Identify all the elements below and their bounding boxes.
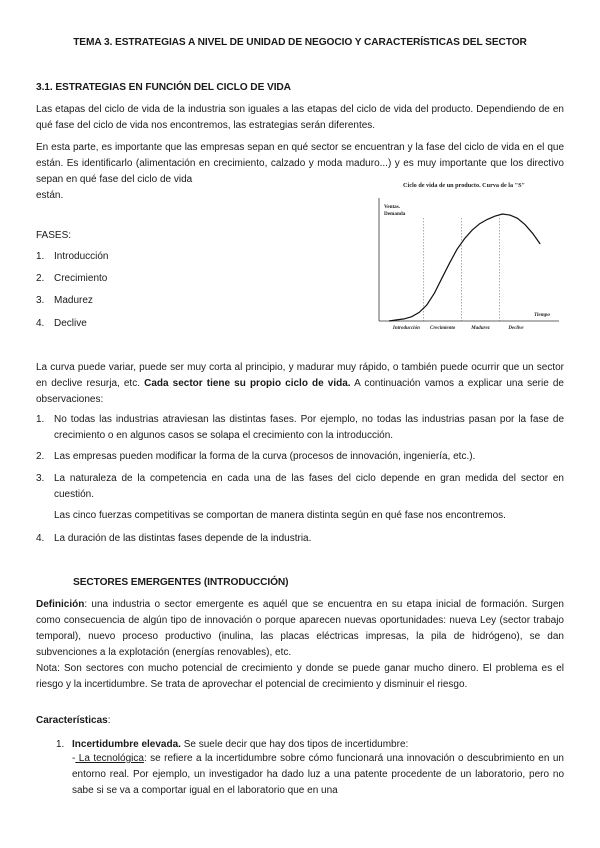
observation-note: Las cinco fuerzas competitivas se comportan de manera distinta según en qué fase nos encontremos.: [54, 510, 506, 521]
paragraph-definicion: [36, 597, 564, 661]
fase-item: [36, 316, 236, 332]
chart-ylabel-demanda: Demanda: [384, 211, 406, 217]
observation-text: La naturaleza de la competencia en cada una de las fases del ciclo depende en gran medida del sector en cuestión.: [54, 473, 564, 500]
curve-text-end: A continuación vamos a explicar una serie de observaciones:: [36, 378, 564, 405]
chart-phase-labels: [392, 326, 525, 331]
chart-phase-dividers: [424, 218, 500, 321]
observation-number: 1.: [36, 414, 45, 425]
paragraph-importance-end: están.: [36, 190, 64, 201]
caracteristicas-heading: [36, 713, 111, 729]
paragraph-intro: Las etapas del ciclo de vida de la industria son iguales a las etapas del ciclo de vida del producto. Dependiendo de en qué fase del ciclo de vida nos encontremos, las estrategias serán diferentes.: [36, 104, 564, 131]
section-heading-ciclo-vida: 3.1. ESTRATEGIAS EN FUNCIÓN DEL CICLO DE VIDA: [36, 82, 291, 93]
chart-series-ventas: [389, 214, 540, 321]
observation-number: 2.: [36, 451, 45, 462]
paragraph-tecnologica: [72, 751, 564, 799]
fase-label: Madurez: [54, 295, 93, 306]
caracteristica-desc: Se suele decir que hay dos tipos de incertidumbre:: [180, 739, 409, 750]
chart-title: Ciclo de vida de un producto. Curva de la "S": [403, 182, 525, 189]
fase-number: 2.: [36, 273, 45, 284]
caracteristica-bold: Incertidumbre elevada.: [72, 739, 181, 750]
fase-label: Declive: [54, 318, 87, 329]
caracteristicas-label: Características: [36, 715, 108, 726]
section-heading-text: SECTORES EMERGENTES (INTRODUCCIÓN): [73, 577, 289, 588]
fase-label: Crecimiento: [54, 273, 108, 284]
paragraph-nota: Nota: Son sectores con mucho potencial de crecimiento y donde se puede ganar mucho dinero. El problema es el riesgo y la incertidumbre. Se trata de aprovechar el potencial de crecimiento y disminuir el riesgo.: [36, 663, 564, 690]
fase-item: [36, 293, 236, 309]
observation-text: La duración de las distintas fases depende de la industria.: [54, 533, 312, 544]
paragraph-importance: En esta parte, es importante que las empresas sepan en qué sector se encuentran y la fase del ciclo de vida en el que están. Es identificarlo (alimentación en crecimiento, calzado y moda maduro...) y es muy importante que los directivo sepan en qué fase del ciclo de vida: [36, 142, 564, 185]
observation-item: [36, 412, 564, 444]
fase-number: 1.: [36, 251, 45, 262]
fases-label: FASES:: [36, 230, 72, 241]
life-cycle-chart: [364, 178, 564, 336]
chart-phase-label: Introducción: [392, 326, 420, 331]
observation-item: [36, 531, 564, 547]
fase-item: [36, 249, 236, 265]
caracteristicas-colon: :: [107, 715, 111, 726]
fase-item: [36, 271, 236, 287]
dash-glyph: -: [72, 753, 76, 764]
definicion-label: Definición: [36, 599, 85, 610]
observation-number: 4.: [36, 533, 45, 544]
fase-number: 3.: [36, 295, 45, 306]
curve-bold-text: Cada sector tiene su propio ciclo de vida.: [144, 378, 351, 389]
chart-xlabel: Tiempo: [534, 312, 550, 318]
chart-phase-label: Crecimiento: [430, 326, 456, 331]
observation-item: [36, 449, 564, 465]
fase-number: 4.: [36, 318, 45, 329]
observation-text: Las empresas pueden modificar la forma de la curva (procesos de innovación, ingeniería, etc.).: [54, 451, 476, 462]
paragraph-curve: [36, 360, 564, 408]
caracteristica-number: 1.: [56, 739, 65, 750]
chart-phase-label: Declive: [508, 326, 524, 331]
chart-phase-label: Madurez: [471, 326, 490, 331]
fase-label: Introducción: [54, 251, 109, 262]
observation-number: 3.: [36, 473, 45, 484]
tecnologica-label: La tecnológica: [75, 753, 144, 764]
document-title: TEMA 3. ESTRATEGIAS A NIVEL DE UNIDAD DE NEGOCIO Y CARACTERÍSTICAS DEL SECTOR: [73, 37, 527, 48]
curve-text: La curva puede variar, puede ser muy corta al principio, y madurar muy rápido, o también puede ocurrir que un sector en declive resurja, etc.: [36, 362, 564, 389]
section-heading-emergentes: [55, 577, 535, 593]
definicion-text: : una industria o sector emergente es aquél que se encuentra en su etapa inicial de formación. Surgen como consecuencia de algún tipo de innovación o porque aparecen nuevas oportunidades: nueva Ley (sector trabajo temporal), nuevo proceso productivo (inulina, las placas eléctricas impresas, la pila de hidrógeno), se dan subvenciones a la explotación (energías renovables), etc.: [36, 599, 564, 658]
chart-ylabel-ventas: Ventas.: [384, 204, 401, 210]
observation-item: [36, 471, 564, 503]
tecnologica-text: : se refiere a la incertidumbre sobre cómo funcionará una innovación o descubrimiento en un entorno real. Por ejemplo, un investigador ha dado luz a una patente procedente de un laboratorio, pero no sabe si se va a comportar igual en el laboratorio que en una: [72, 753, 564, 796]
observation-text: No todas las industrias atraviesan las distintas fases. Por ejemplo, no todas las industrias pasan por la fase de crecimiento o en algunos casos se solapa el crecimiento con la introducción.: [54, 414, 564, 441]
